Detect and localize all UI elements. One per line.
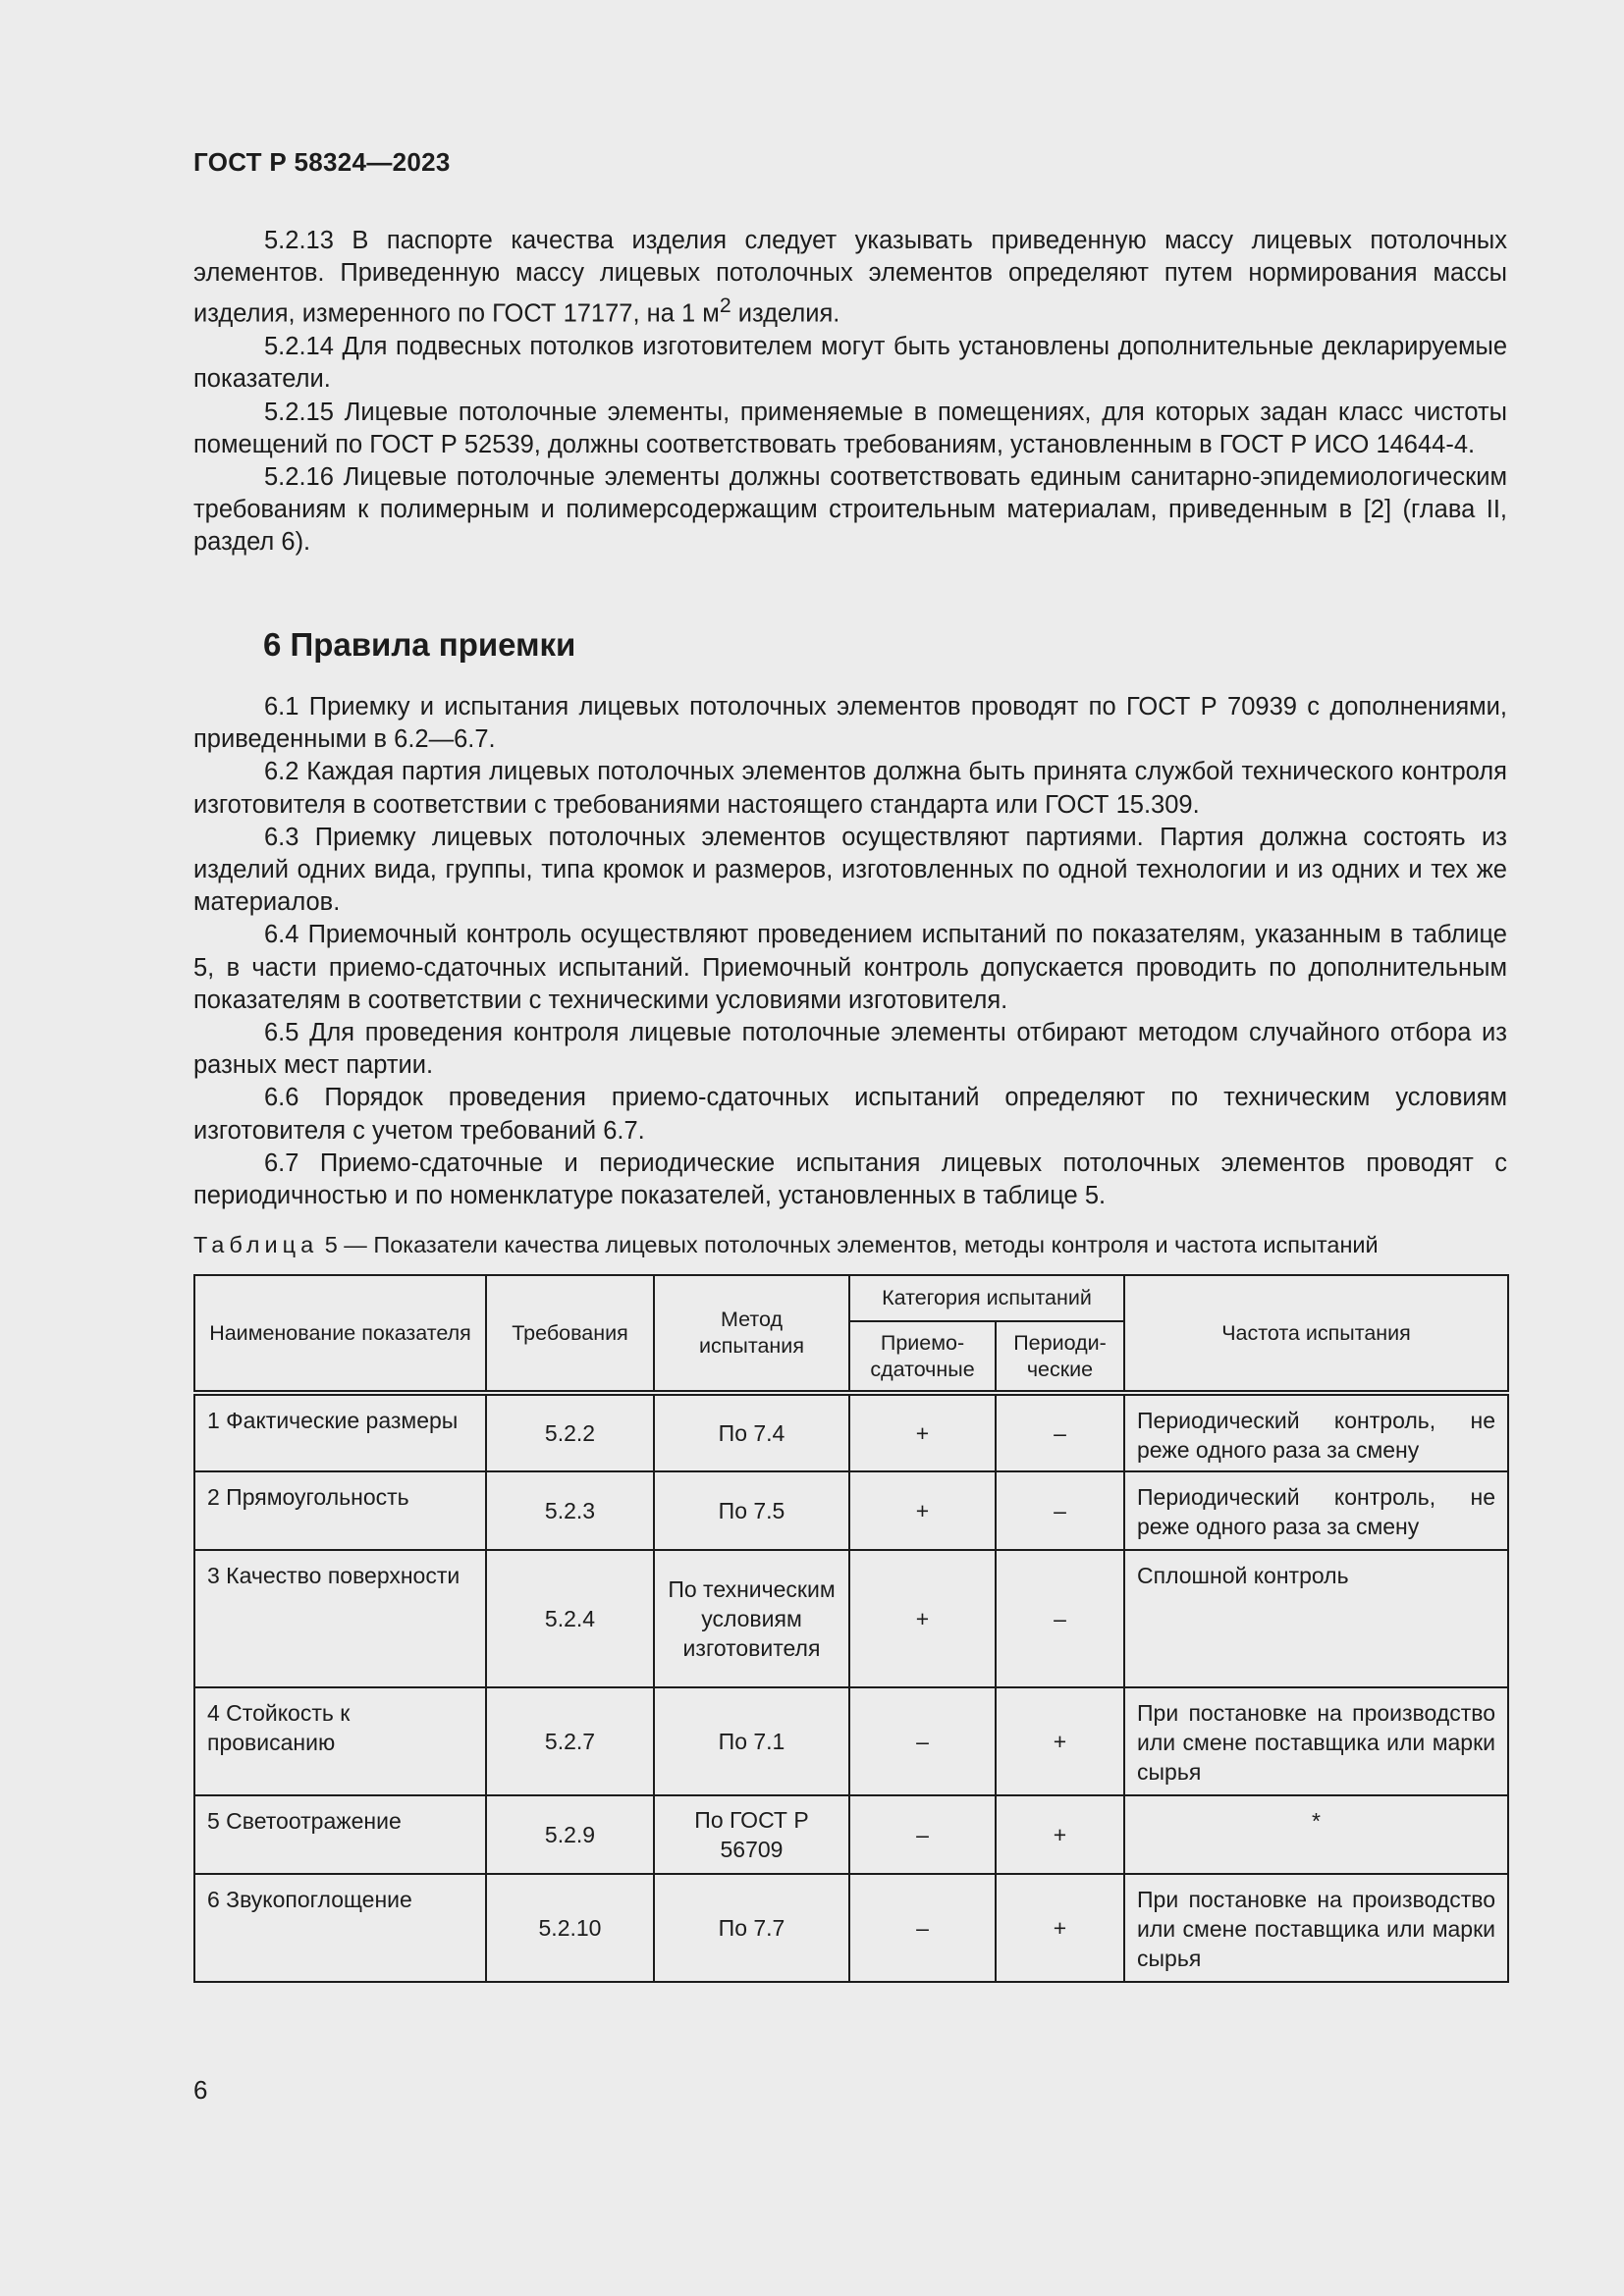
table-row bbox=[194, 1550, 1508, 1687]
header-acceptance: Приемо-сдаточные bbox=[849, 1321, 996, 1393]
cell-frequency: При постановке на производство или смене поставщика или марки сырья bbox=[1124, 1687, 1508, 1795]
header-category: Категория испытаний bbox=[849, 1275, 1124, 1321]
page-number: 6 bbox=[193, 2075, 208, 2105]
cell-frequency: Периодический контроль, не реже одного раза за смену bbox=[1124, 1393, 1508, 1471]
cell-acceptance: + bbox=[849, 1471, 996, 1550]
cell-method: По 7.1 bbox=[654, 1687, 849, 1795]
cell-name: 6 Звукопоглощение bbox=[194, 1874, 486, 1982]
table-caption-word: Таблица bbox=[193, 1232, 319, 1257]
clause-5-2-14: 5.2.14 Для подвесных потолков изготовителем могут быть установлены дополнительные декларируемые показатели. bbox=[193, 333, 1507, 394]
cell-periodic: – bbox=[996, 1550, 1124, 1687]
clause-6-6: 6.6 Порядок проведения приемо-сдаточных испытаний определяют по техническим условиям изготовителя с учетом требований 6.7. bbox=[193, 1084, 1507, 1145]
cell-requirements: 5.2.10 bbox=[486, 1874, 654, 1982]
clause-6-4: 6.4 Приемочный контроль осуществляют проведением испытаний по показателям, указанным в таблице 5, в части приемо-сдаточных испытаний. Приемочный контроль допускается проводить по дополнительным показателям в соответствии с техническими условиями изготовителя. bbox=[193, 921, 1507, 1014]
table-row bbox=[194, 1874, 1508, 1982]
header-method: Метод испытания bbox=[654, 1275, 849, 1393]
cell-acceptance: – bbox=[849, 1874, 996, 1982]
cell-acceptance: + bbox=[849, 1550, 996, 1687]
clause-5-2-15: 5.2.15 Лицевые потолочные элементы, применяемые в помещениях, для которых задан класс чистоты помещений по ГОСТ Р 52539, должны соответствовать требованиям, установленным в ГОСТ Р ИСО 14644-4. bbox=[193, 398, 1507, 458]
cell-periodic: – bbox=[996, 1393, 1124, 1471]
cell-frequency: Сплошной контроль bbox=[1124, 1550, 1508, 1687]
table-caption bbox=[193, 1232, 1379, 1258]
table-row bbox=[194, 1687, 1508, 1795]
cell-periodic: + bbox=[996, 1687, 1124, 1795]
cell-periodic: + bbox=[996, 1874, 1124, 1982]
cell-name: 2 Прямоугольность bbox=[194, 1471, 486, 1550]
table-row bbox=[194, 1795, 1508, 1874]
cell-frequency: * bbox=[1124, 1795, 1508, 1874]
cell-frequency: Периодический контроль, не реже одного раза за смену bbox=[1124, 1471, 1508, 1550]
cell-acceptance: – bbox=[849, 1795, 996, 1874]
cell-name: 1 Фактические размеры bbox=[194, 1393, 486, 1471]
section-5-clauses bbox=[193, 225, 1507, 560]
header-frequency: Частота испытания bbox=[1124, 1275, 1508, 1393]
cell-name: 3 Качество поверхности bbox=[194, 1550, 486, 1687]
table-caption-text: 5 — Показатели качества лицевых потолочных элементов, методы контроля и частота испытаний bbox=[324, 1232, 1379, 1257]
cell-name: 4 Стойкость к провисанию bbox=[194, 1687, 486, 1795]
cell-acceptance: + bbox=[849, 1393, 996, 1471]
clause-5-2-16: 5.2.16 Лицевые потолочные элементы должны соответствовать единым санитарно-эпидемиологическим требованиям к полимерным и полимерсодержащим строительным материалам, приведенным в [2] (глава II, раздел 6). bbox=[193, 462, 1507, 557]
cell-method: По 7.7 bbox=[654, 1874, 849, 1982]
cell-method: По ГОСТ Р 56709 bbox=[654, 1795, 849, 1874]
cell-acceptance: – bbox=[849, 1687, 996, 1795]
cell-method: По 7.4 bbox=[654, 1393, 849, 1471]
header-requirements: Требования bbox=[486, 1275, 654, 1393]
superscript: 2 bbox=[719, 294, 731, 318]
clause-6-1: 6.1 Приемку и испытания лицевых потолочных элементов проводят по ГОСТ Р 70939 с дополнениями, приведенными в 6.2—6.7. bbox=[193, 693, 1507, 754]
clause-6-5: 6.5 Для проведения контроля лицевые потолочные элементы отбирают методом случайного отбора из разных мест партии. bbox=[193, 1019, 1507, 1080]
header-periodic: Периоди-ческие bbox=[996, 1321, 1124, 1393]
cell-frequency: При постановке на производство или смене поставщика или марки сырья bbox=[1124, 1874, 1508, 1982]
cell-requirements: 5.2.3 bbox=[486, 1471, 654, 1550]
clause-6-3: 6.3 Приемку лицевых потолочных элементов осуществляют партиями. Партия должна состоять из изделий одних вида, группы, типа кромок и размеров, изготовленных по одной технологии и из одних и тех же материалов. bbox=[193, 823, 1507, 917]
cell-method: По техническим условиям изготовителя bbox=[654, 1550, 849, 1687]
clause-6-2: 6.2 Каждая партия лицевых потолочных элементов должна быть принята службой технического контроля изготовителя в соответствии с требованиями настоящего стандарта или ГОСТ 15.309. bbox=[193, 758, 1507, 819]
table-row bbox=[194, 1471, 1508, 1550]
cell-method: По 7.5 bbox=[654, 1471, 849, 1550]
table-row bbox=[194, 1393, 1508, 1471]
cell-name: 5 Светоотражение bbox=[194, 1795, 486, 1874]
cell-requirements: 5.2.4 bbox=[486, 1550, 654, 1687]
header-name: Наименование показателя bbox=[194, 1275, 486, 1393]
document-header: ГОСТ Р 58324—2023 bbox=[193, 147, 451, 177]
cell-periodic: – bbox=[996, 1471, 1124, 1550]
quality-table bbox=[193, 1274, 1509, 1983]
cell-requirements: 5.2.7 bbox=[486, 1687, 654, 1795]
cell-requirements: 5.2.2 bbox=[486, 1393, 654, 1471]
clause-5-2-13: 5.2.13 В паспорте качества изделия следует указывать приведенную массу лицевых потолочных элементов. Приведенную массу лицевых потолочных элементов определяют путем нормирования массы изделия, измеренного по ГОСТ 17177, на 1 $м^2$ изделия. bbox=[193, 227, 1507, 328]
section-6-clauses bbox=[193, 691, 1507, 1212]
clause-6-7: 6.7 Приемо-сдаточные и периодические испытания лицевых потолочных элементов проводят с периодичностью и по номенклатуре показателей, установленных в таблице 5. bbox=[193, 1148, 1507, 1210]
cell-periodic: + bbox=[996, 1795, 1124, 1874]
cell-requirements: 5.2.9 bbox=[486, 1795, 654, 1874]
section-6-heading: 6 Правила приемки bbox=[263, 626, 576, 663]
